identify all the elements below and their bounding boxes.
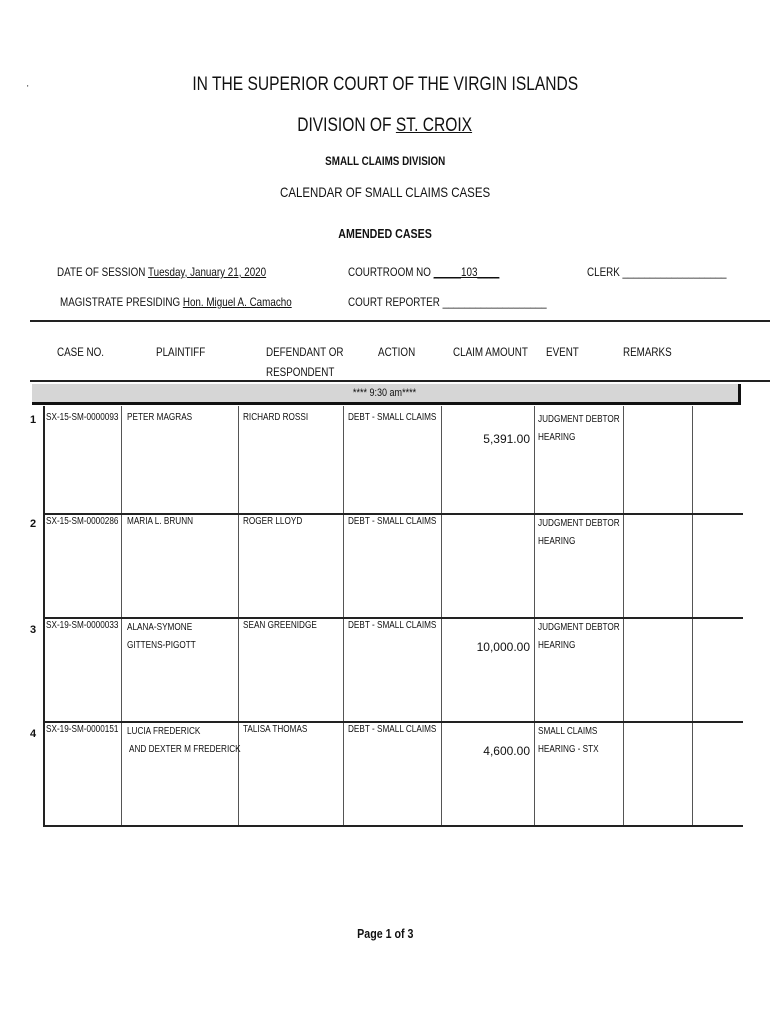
header-top-rule (30, 320, 770, 322)
plaintiff: LUCIA FREDERICK (127, 726, 201, 737)
sub-division-title: SMALL CLAIMS DIVISION (324, 154, 446, 168)
action: DEBT - SMALL CLAIMS (348, 724, 437, 735)
col-event: EVENT (546, 345, 579, 359)
court-reporter (348, 295, 590, 309)
event-line2: HEARING (538, 640, 576, 651)
case-number: SX-15-SM-0000093 (46, 412, 119, 423)
courtroom-number (348, 265, 533, 279)
row-number: 4 (30, 728, 37, 740)
magistrate-label: MAGISTRATE PRESIDING (60, 295, 181, 309)
event-line2: HEARING (538, 432, 576, 443)
plaintiff: PETER MAGRAS (127, 412, 193, 423)
case-number: SX-19-SM-0000033 (46, 620, 119, 631)
plaintiff-line2: GITTENS-PIGOTT (127, 640, 196, 651)
clerk (587, 265, 757, 279)
defendant: ROGER LLOYD (243, 516, 303, 527)
date-of-session (57, 265, 312, 279)
plaintiff-line2: AND DEXTER M FREDERICK (129, 744, 241, 755)
header-bottom-rule (30, 380, 770, 382)
defendant: TALISA THOMAS (243, 724, 308, 735)
reporter-value: ___________________ (442, 295, 547, 309)
event: JUDGMENT DEBTOR (538, 518, 620, 529)
stray-mark: ' (27, 84, 29, 93)
case-number: SX-15-SM-0000286 (46, 516, 119, 527)
col-case-no: CASE NO. (57, 345, 105, 359)
time-band: **** 9:30 am**** (32, 384, 741, 405)
magistrate-presiding (60, 295, 343, 309)
defendant: SEAN GREENIDGE (243, 620, 317, 631)
table-row (0, 515, 770, 615)
row-number: 3 (30, 624, 37, 636)
col-remarks: REMARKS (623, 345, 672, 359)
claim-amount: 10,000.00 (476, 640, 530, 654)
division-title (0, 115, 770, 137)
division-name: ST. CROIX (396, 115, 473, 136)
magistrate-value: Hon. Miguel A. Camacho (182, 295, 292, 309)
action: DEBT - SMALL CLAIMS (348, 620, 437, 631)
row-number: 2 (30, 518, 37, 530)
row-separator (43, 825, 743, 827)
division-prefix: DIVISION OF (297, 115, 397, 136)
row-number: 1 (30, 414, 37, 426)
event: SMALL CLAIMS (538, 726, 598, 737)
defendant: RICHARD ROSSI (243, 412, 309, 423)
courtroom-value: _____103____ (433, 265, 500, 279)
table-row (0, 411, 770, 511)
col-defendant: DEFENDANT OR (266, 345, 344, 359)
col-claim-amount: CLAIM AMOUNT (453, 345, 528, 359)
plaintiff: ALANA-SYMONE (127, 622, 193, 633)
clerk-label: CLERK (587, 265, 620, 279)
event: JUDGMENT DEBTOR (538, 414, 620, 425)
case-number: SX-19-SM-0000151 (46, 724, 119, 735)
clerk-value: ___________________ (622, 265, 727, 279)
claim-amount: 5,391.00 (483, 432, 530, 446)
col-action: ACTION (378, 345, 416, 359)
table-row (0, 619, 770, 719)
page-number: Page 1 of 3 (356, 926, 414, 941)
event-line2: HEARING (538, 536, 576, 547)
action: DEBT - SMALL CLAIMS (348, 412, 437, 423)
col-defendant-line2: RESPONDENT (266, 365, 335, 379)
claim-amount: 4,600.00 (483, 744, 530, 758)
action: DEBT - SMALL CLAIMS (348, 516, 437, 527)
table-row (0, 723, 770, 823)
event-line2: HEARING - STX (538, 744, 599, 755)
date-value: Tuesday, January 21, 2020 (147, 265, 267, 279)
event: JUDGMENT DEBTOR (538, 622, 620, 633)
courtroom-label: COURTROOM NO (348, 265, 431, 279)
col-plaintiff: PLAINTIFF (156, 345, 206, 359)
amended-title: AMENDED CASES (338, 226, 432, 241)
court-title: IN THE SUPERIOR COURT OF THE VIRGIN ISLANDS (192, 74, 578, 95)
calendar-title: CALENDAR OF SMALL CLAIMS CASES (279, 184, 491, 200)
plaintiff: MARIA L. BRUNN (127, 516, 194, 527)
date-label: DATE OF SESSION (57, 265, 146, 279)
reporter-label: COURT REPORTER (348, 295, 440, 309)
